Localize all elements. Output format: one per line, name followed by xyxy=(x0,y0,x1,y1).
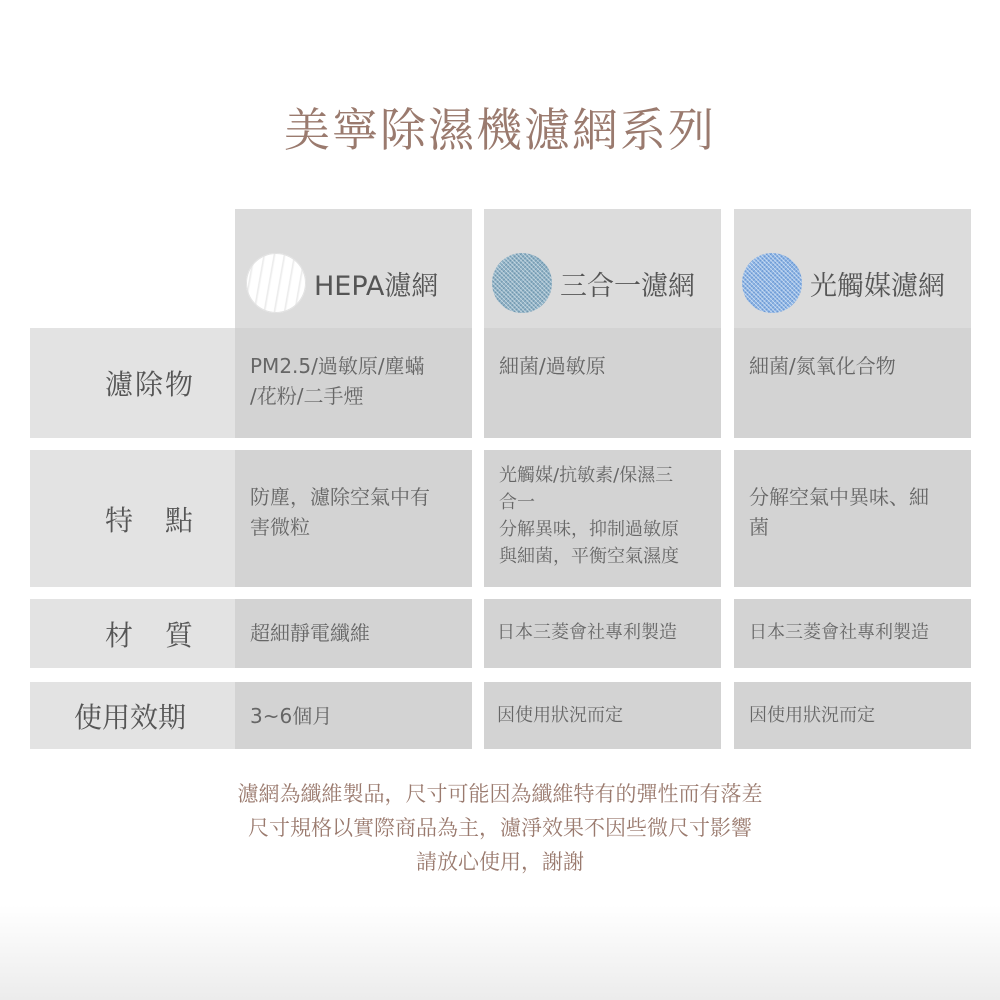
row-label-char: 材 xyxy=(105,618,134,652)
column-title-three-in-one xyxy=(492,252,695,314)
row-label-char: 特 xyxy=(105,503,134,537)
row-label-char: 物 xyxy=(164,368,193,401)
row-label-filtered-substances xyxy=(30,328,235,438)
table-cell xyxy=(235,328,472,438)
cell-text: 日本三菱會社專利製造 xyxy=(749,622,929,643)
cell-text: 因使用狀況而定 xyxy=(497,705,623,726)
cell-text: 因使用狀況而定 xyxy=(749,705,875,726)
cell-text: PM2.5/過敏原/塵蟎 /花粉/二手煙 xyxy=(250,354,425,408)
table-cell xyxy=(484,682,721,749)
footnote-line: 濾網為纖維製品，尺寸可能因為纖維特有的彈性而有落差 xyxy=(237,782,763,806)
cell-text: 細菌/氮氧化合物 xyxy=(749,354,896,378)
column-title-photocatalyst xyxy=(742,252,945,314)
row-label-char: 點 xyxy=(164,503,193,537)
table-cell xyxy=(734,682,971,749)
row-label-service-life xyxy=(30,682,235,749)
table-cell xyxy=(484,328,721,438)
row-label-text: 使用效期 xyxy=(74,700,187,734)
cell-text: 超細靜電纖維 xyxy=(250,621,370,645)
table-cell xyxy=(235,682,472,749)
row-label-features xyxy=(30,450,235,587)
page-title: 美寧除濕機濾網系列 xyxy=(284,103,716,157)
row-label-material xyxy=(30,599,235,668)
cell-text: 光觸媒/抗敏素/保濕三 合一 分解異味，抑制過敏原 與細菌，平衡空氣濕度 xyxy=(499,465,679,567)
table-cell xyxy=(734,599,971,668)
cell-text: 分解空氣中異味、細 菌 xyxy=(749,485,929,539)
table-cell xyxy=(235,599,472,668)
table-cell xyxy=(484,450,721,587)
cell-text: 日本三菱會社專利製造 xyxy=(497,622,677,643)
row-label-char: 質 xyxy=(164,618,193,652)
row-label-char: 濾 xyxy=(105,368,134,401)
cell-text: 3~6個月 xyxy=(250,704,333,728)
table-cell xyxy=(734,328,971,438)
table-cell xyxy=(734,450,971,587)
table-cell xyxy=(484,599,721,668)
table-cell xyxy=(235,450,472,587)
row-label-char: 除 xyxy=(134,368,163,401)
cell-text: 細菌/過敏原 xyxy=(499,354,606,378)
column-title-hepa xyxy=(246,252,438,314)
footnote-line: 請放心使用，謝謝 xyxy=(416,850,584,874)
column-label: 光觸媒濾網 xyxy=(810,270,945,302)
hepa-filter-swatch-icon xyxy=(246,253,306,313)
column-label: HEPA濾網 xyxy=(314,270,439,302)
three-in-one-filter-swatch-icon xyxy=(492,253,552,313)
cell-text: 防塵，濾除空氣中有 害微粒 xyxy=(250,485,430,539)
photocatalyst-filter-swatch-icon xyxy=(742,253,802,313)
footnote-line: 尺寸規格以實際商品為主，濾淨效果不因些微尺寸影響 xyxy=(248,816,752,840)
column-label: 三合一濾網 xyxy=(560,270,695,302)
